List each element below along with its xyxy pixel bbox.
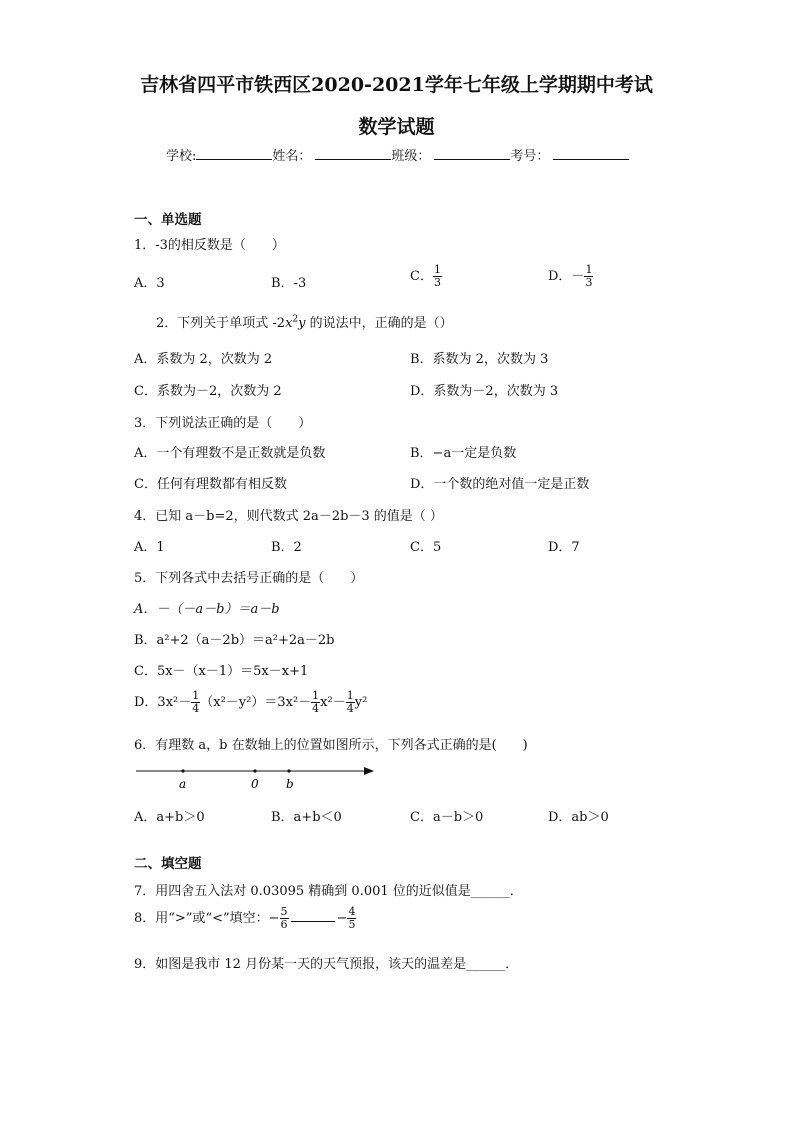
q5-d-fraction-2: $\frac{1}{4}$ xyxy=(312,689,320,715)
q2-option-b[interactable]: B．系数为 2，次数为 3 xyxy=(410,352,549,367)
q8-fraction-2: $\frac{4}{5}$ xyxy=(348,905,356,931)
q8-stem: 8．用“>”或“<”填空：− $\frac{5}{6}$ − $\frac{4}{5}$ xyxy=(134,905,356,931)
q2-stem: 2．下列关于单项式 $-2x^2y$ 的说法中，正确的是（） xyxy=(156,314,453,331)
q3-option-a[interactable]: A．一个有理数不是正数就是负数 xyxy=(134,446,326,461)
name-label: 姓名： xyxy=(272,149,312,164)
name-blank[interactable] xyxy=(315,147,391,160)
q1-option-a[interactable]: A．3 xyxy=(134,276,165,291)
q3-option-b[interactable]: B．−a一定是负数 xyxy=(410,446,517,461)
q7-stem: 7．用四舍五入法对 0.03095 精确到 0.001 位的近似值是______． xyxy=(134,884,523,899)
section-heading-single-choice: 一、单选题 xyxy=(134,212,202,228)
q4-option-d[interactable]: D．7 xyxy=(548,540,580,555)
q5-d-fraction-1: $\frac{1}{4}$ xyxy=(192,689,200,715)
q1-option-c[interactable] xyxy=(410,264,442,289)
q1-stem: 1．-3的相反数是（ ） xyxy=(134,238,285,253)
number-line-arrow-icon xyxy=(364,767,374,775)
label-a: a xyxy=(179,777,187,791)
q6-option-b[interactable]: B．a+b＜0 xyxy=(271,810,342,825)
section-heading-fill-in: 二、填空题 xyxy=(134,856,202,872)
q1-option-d-fraction: $\frac{1}{3}$ xyxy=(585,263,593,289)
q5-d-fraction-3: $\frac{1}{4}$ xyxy=(346,689,354,715)
q4-option-b[interactable]: B．2 xyxy=(271,540,302,555)
q5-option-a[interactable]: A．－（－a－b）＝a－b xyxy=(134,602,280,617)
q6-stem: 6．有理数 a，b 在数轴上的位置如图所示，下列各式正确的是( ) xyxy=(134,738,528,753)
point-a xyxy=(181,769,184,772)
student-info-row xyxy=(166,145,629,164)
class-blank[interactable] xyxy=(434,147,510,160)
page-subtitle: 数学试题 xyxy=(358,116,435,138)
exam-number-label: 考号： xyxy=(510,149,550,164)
q1-option-d-label: D．－ xyxy=(548,269,585,284)
label-zero: 0 xyxy=(251,777,259,791)
q2-option-a[interactable]: A．系数为 2，次数为 2 xyxy=(134,352,273,367)
q6-option-d[interactable]: D．ab＞0 xyxy=(548,810,609,825)
q5-option-b[interactable]: B．a²+2（a－2b）＝a²+2a－2b xyxy=(134,633,335,648)
class-label: 班级： xyxy=(391,149,431,164)
q1-option-d[interactable] xyxy=(548,264,593,289)
point-zero xyxy=(253,769,256,772)
q3-option-d[interactable]: D．一个数的绝对值一定是正数 xyxy=(410,477,590,492)
q4-option-a[interactable]: A．1 xyxy=(134,540,165,555)
q1-option-c-label: C． xyxy=(410,269,433,284)
q3-stem: 3．下列说法正确的是（ ） xyxy=(134,416,312,431)
q4-stem: 4．已知 a－b=2，则代数式 2a－2b－3 的值是（ ） xyxy=(134,509,443,524)
label-b: b xyxy=(286,777,294,791)
page-title: 吉林省四平市铁西区2020-2021学年七年级上学期期中考试 xyxy=(140,74,653,96)
number-line-figure xyxy=(134,762,379,794)
q6-option-c[interactable]: C．a－b＞0 xyxy=(410,810,484,825)
q5-option-d[interactable]: D．3x²－ $\frac{1}{4}$ （x²－y²）＝3x²－ $\frac{1}{4}$ x²－ $\frac{1}{4}$ y² xyxy=(134,689,368,715)
q8-answer-blank[interactable] xyxy=(291,909,335,922)
q2-option-c[interactable]: C．系数为－2，次数为 2 xyxy=(134,384,282,399)
school-label: 学校: xyxy=(166,149,197,164)
q4-option-c[interactable]: C．5 xyxy=(410,540,442,555)
school-blank[interactable] xyxy=(196,147,272,160)
q1-option-c-fraction: $\frac{1}{3}$ xyxy=(433,263,441,289)
point-b xyxy=(287,769,290,772)
exam-number-blank[interactable] xyxy=(553,147,629,160)
q5-stem: 5．下列各式中去括号正确的是（ ） xyxy=(134,571,364,586)
q2-option-d[interactable]: D．系数为－2，次数为 3 xyxy=(410,384,559,399)
q1-option-b[interactable]: B．-3 xyxy=(271,276,307,291)
q5-option-c[interactable]: C．5x－（x－1）＝5x－x+1 xyxy=(134,664,309,679)
q9-stem: 9．如图是我市 12 月份某一天的天气预报，该天的温差是______． xyxy=(134,957,519,972)
q8-fraction-1: $\frac{5}{6}$ xyxy=(280,905,288,931)
q6-option-a[interactable]: A．a+b＞0 xyxy=(134,810,205,825)
q3-option-c[interactable]: C．任何有理数都有相反数 xyxy=(134,477,287,492)
